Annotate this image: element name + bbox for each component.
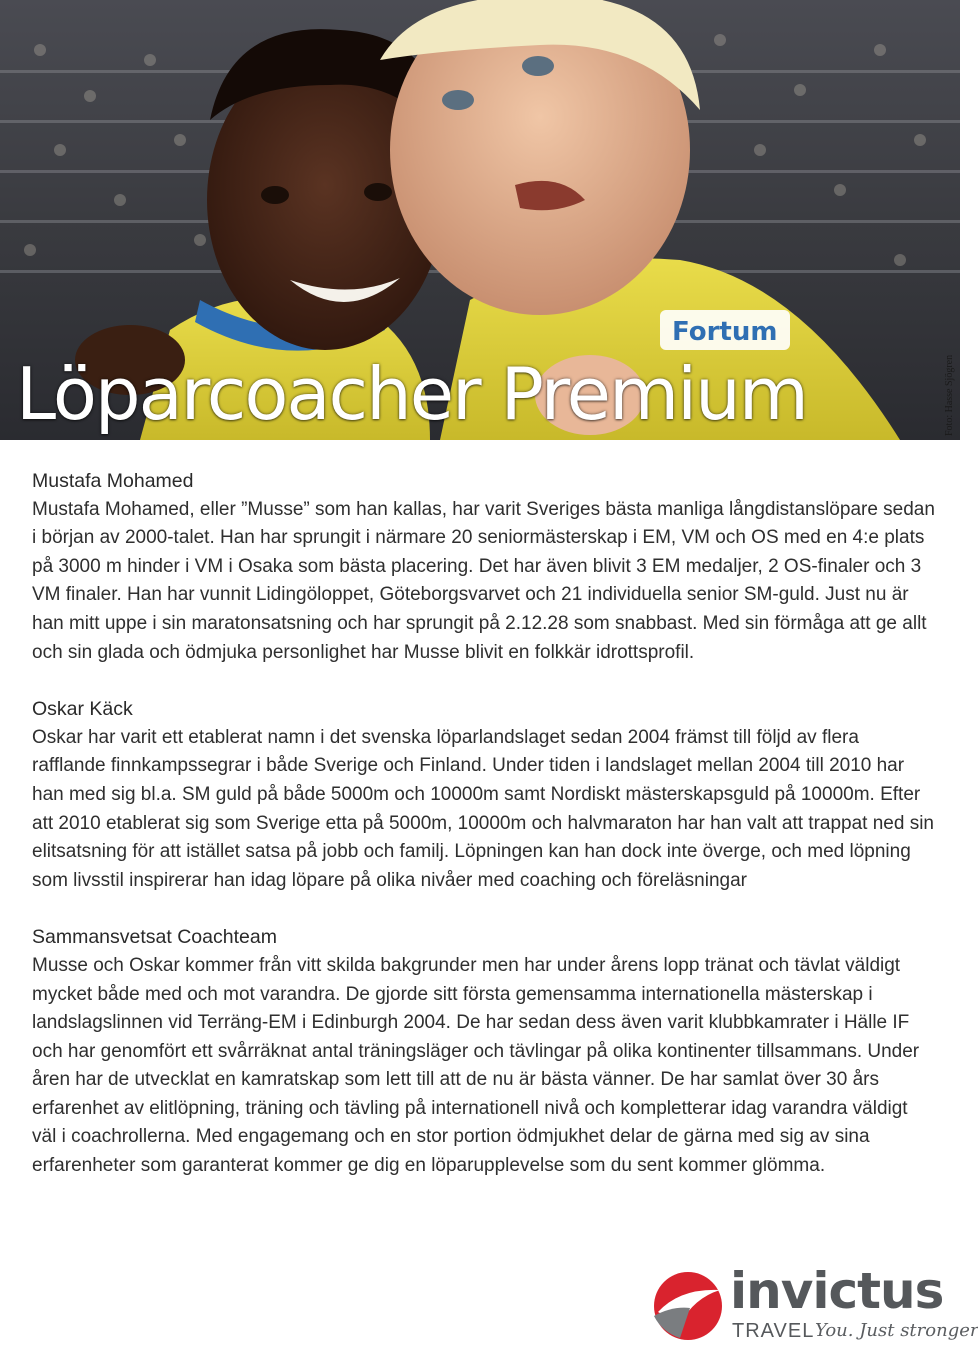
invictus-emblem-icon [650,1268,726,1344]
hero-photo [0,0,960,440]
section-coachteam [32,923,936,1180]
logo-subtitle: TRAVEL [732,1320,815,1342]
section-paragraph: Musse och Oskar kommer från vitt skilda bakgrunder men har under årens lopp tränat och tävlat väldigt mycket både med och mot varandra. De gjorde sitt första gemensamma internationella mästerskap i landslagslinnen vid Terräng-EM i Edinburgh 2004. De har sedan dess även varit klubbkamrater i Hälle IF och har genomfört ett svårräknat antal träningsläger och tävlingar på olika kontinenter tillsammans. Under åren har de utvecklat en kamratskap som lett till att de nu är bästa vänner. De har samlat över 30 års erfarenhet av elitlöpning, träning och tävling på internationell nivå och kompletterar idag varandra väldigt väl i coachrollerna. Med engagemang och en stor portion ödmjukhet delar de gärna med sig av sina erfarenheter som garanterat kommer ge dig en löparupplevelse som du sent kommer glömma. [32,954,920,1177]
logo-wordmark: invictus [730,1262,944,1320]
section-mustafa [32,467,936,667]
section-oskar [32,695,936,895]
section-heading: Mustafa Mohamed [32,470,194,492]
photo-credit: Foto: Hasse Sjögren [944,354,955,436]
section-paragraph: Mustafa Mohamed, eller ”Musse” som han kallas, har varit Sveriges bästa manliga långdistanslöpare sedan i början av 2000-talet. Han har sprungit i närmare 20 seniormästerskap i EM, VM och OS med en 4:e plats på 3000 m hinder i VM i Osaka som bästa placering. Det har även blivit 3 EM medaljer, 2 OS-finaler och 3 VM finaler. Han har vunnit Lidingöloppet, Göteborgsvarvet och 21 individuella senior SM-guld. Just nu är han mitt uppe i sin maratonsatsning och har sprungit på 2.12.28 som snabbast. Med sin förmåga att ge allt och sin glada och ödmjuka personlighet har Musse blivit en folkkär idrottsprofil. [32,498,935,663]
page-title: Löparcoacher Premium [16,352,807,436]
article-body [32,467,936,1209]
section-heading: Oskar Käck [32,698,133,721]
svg-text:Fortum: Fortum [672,317,778,347]
logo-tagline: You. Just stronger [815,1320,978,1341]
section-paragraph: Oskar har varit ett etablerat namn i det svenska löparlandslaget sedan 2004 främst till följd av flera rafflande finnkampssegrar i både Sverige och Finland. Under tiden i landslaget mellan 2004 till 2010 har han med sig bl.a. SM guld på både 5000m och 10000m samt Nordiskt mästerskapsguld på 10000m. Efter att 2010 etablerat sig som Sverige etta på 5000m, 10000m och halvmaraton har han valt att trappat ned sin elitsatsning för att istället satsa på jobb och familj. Löpningen kan han dock inte överge, och med löpning som livsstil inspirerar han idag löpare på olika nivåer med coaching och föreläsningar [32,726,934,891]
section-heading: Sammansvetsat Coachteam [32,926,277,949]
invictus-travel-logo [650,1262,978,1346]
